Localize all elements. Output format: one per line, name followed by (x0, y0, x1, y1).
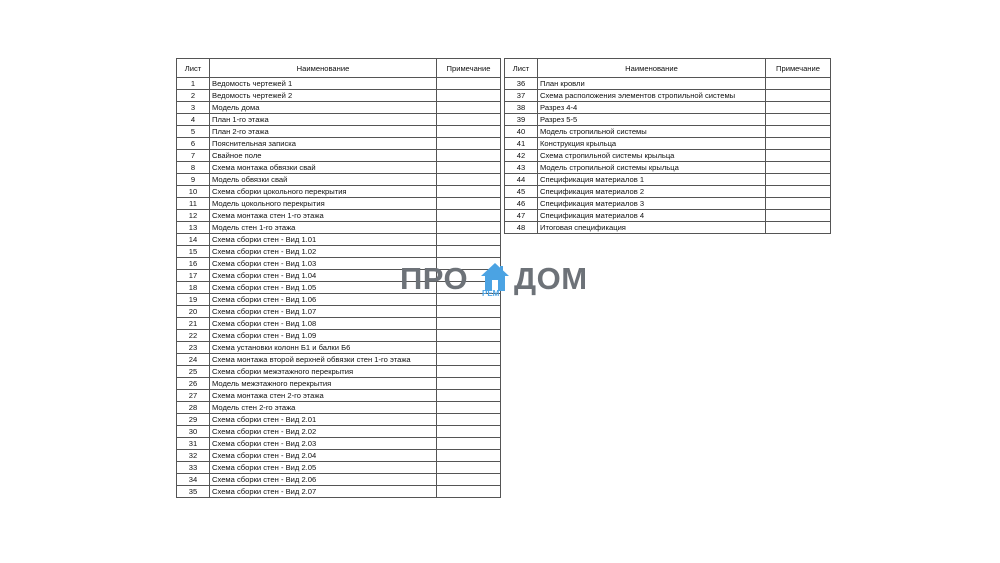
drawing-list-table-right (504, 58, 831, 234)
sheet-name-cell: Модель стропильной системы (538, 126, 766, 138)
sheet-number-cell: 26 (177, 378, 210, 390)
header-note: Примечание (437, 59, 501, 78)
sheet-name-cell: Схема сборки цокольного перекрытия (210, 186, 437, 198)
table-row (177, 378, 501, 390)
sheet-name-cell: Пояснительная записка (210, 138, 437, 150)
note-cell (437, 438, 501, 450)
note-cell (437, 318, 501, 330)
sheet-name-cell: Схема сборки стен - Вид 1.04 (210, 270, 437, 282)
table-row (505, 162, 831, 174)
sheet-number-cell: 22 (177, 330, 210, 342)
table-row (505, 102, 831, 114)
sheet-number-cell: 1 (177, 78, 210, 90)
sheet-name-cell: Схема сборки стен - Вид 2.02 (210, 426, 437, 438)
table-row (177, 474, 501, 486)
sheet-number-cell: 38 (505, 102, 538, 114)
sheet-name-cell: План 2-го этажа (210, 126, 437, 138)
sheet-name-cell: Схема сборки стен - Вид 2.03 (210, 438, 437, 450)
table-row (505, 210, 831, 222)
sheet-number-cell: 47 (505, 210, 538, 222)
table-row (177, 486, 501, 498)
header-sheet: Лист (177, 59, 210, 78)
sheet-name-cell: Схема сборки стен - Вид 1.06 (210, 294, 437, 306)
note-cell (437, 78, 501, 90)
table-row (177, 114, 501, 126)
sheet-name-cell: Модель стропильной системы крыльца (538, 162, 766, 174)
table-row (177, 342, 501, 354)
sheet-number-cell: 4 (177, 114, 210, 126)
sheet-number-cell: 15 (177, 246, 210, 258)
sheet-name-cell: Схема сборки стен - Вид 1.02 (210, 246, 437, 258)
sheet-number-cell: 18 (177, 282, 210, 294)
table-row (505, 186, 831, 198)
table-row (177, 462, 501, 474)
sheet-name-cell: Схема сборки стен - Вид 1.03 (210, 258, 437, 270)
sheet-number-cell: 35 (177, 486, 210, 498)
sheet-number-cell: 27 (177, 390, 210, 402)
sheet-name-cell: Схема сборки стен - Вид 1.07 (210, 306, 437, 318)
note-cell (766, 150, 831, 162)
sheet-name-cell: Схема сборки стен - Вид 2.01 (210, 414, 437, 426)
note-cell (437, 138, 501, 150)
sheet-number-cell: 40 (505, 126, 538, 138)
table-row (177, 450, 501, 462)
sheet-number-cell: 7 (177, 150, 210, 162)
sheet-name-cell: Спецификация материалов 1 (538, 174, 766, 186)
sheet-number-cell: 42 (505, 150, 538, 162)
sheet-name-cell: Спецификация материалов 2 (538, 186, 766, 198)
sheet-name-cell: Схема стропильной системы крыльца (538, 150, 766, 162)
table-row (177, 438, 501, 450)
sheet-number-cell: 36 (505, 78, 538, 90)
table-row (177, 162, 501, 174)
sheet-number-cell: 19 (177, 294, 210, 306)
note-cell (766, 114, 831, 126)
sheet-name-cell: Схема сборки стен - Вид 2.07 (210, 486, 437, 498)
sheet-number-cell: 28 (177, 402, 210, 414)
sheet-name-cell: Модель стен 1-го этажа (210, 222, 437, 234)
watermark-text-right: ДОМ (514, 261, 588, 296)
table-row (177, 174, 501, 186)
sheet-number-cell: 5 (177, 126, 210, 138)
note-cell (766, 186, 831, 198)
sheet-name-cell: Схема установки колонн Б1 и балки Б6 (210, 342, 437, 354)
table-row (177, 306, 501, 318)
sheet-number-cell: 13 (177, 222, 210, 234)
sheet-number-cell: 33 (177, 462, 210, 474)
table-row (505, 222, 831, 234)
sheet-name-cell: Схема монтажа стен 1-го этажа (210, 210, 437, 222)
note-cell (766, 90, 831, 102)
note-cell (437, 174, 501, 186)
table-row (177, 318, 501, 330)
table-row (177, 402, 501, 414)
table-header-row (177, 59, 501, 78)
sheet-name-cell: Схема сборки стен - Вид 2.05 (210, 462, 437, 474)
sheet-name-cell: Модель межэтажного перекрытия (210, 378, 437, 390)
sheet-name-cell: Схема сборки стен - Вид 2.04 (210, 450, 437, 462)
sheet-number-cell: 10 (177, 186, 210, 198)
sheet-number-cell: 43 (505, 162, 538, 174)
note-cell (437, 222, 501, 234)
note-cell (437, 330, 501, 342)
sheet-number-cell: 14 (177, 234, 210, 246)
sheet-number-cell: 24 (177, 354, 210, 366)
table-row (177, 390, 501, 402)
note-cell (437, 162, 501, 174)
sheet-name-cell: Свайное поле (210, 150, 437, 162)
note-cell (766, 102, 831, 114)
table-row (505, 90, 831, 102)
sheet-name-cell: Схема сборки стен - Вид 1.01 (210, 234, 437, 246)
table-row (177, 138, 501, 150)
note-cell (766, 138, 831, 150)
sheet-name-cell: Разрез 4-4 (538, 102, 766, 114)
sheet-number-cell: 11 (177, 198, 210, 210)
sheet-number-cell: 21 (177, 318, 210, 330)
watermark-text-left: ПРО (400, 261, 469, 296)
sheet-name-cell: Модель дома (210, 102, 437, 114)
note-cell (437, 306, 501, 318)
sheet-number-cell: 2 (177, 90, 210, 102)
sheet-name-cell: План 1-го этажа (210, 114, 437, 126)
table-row (177, 354, 501, 366)
sheet-name-cell: Конструкция крыльца (538, 138, 766, 150)
table-row (505, 174, 831, 186)
sheet-number-cell: 37 (505, 90, 538, 102)
table-row (177, 426, 501, 438)
sheet-number-cell: 29 (177, 414, 210, 426)
header-sheet: Лист (505, 59, 538, 78)
table-row (505, 78, 831, 90)
note-cell (437, 462, 501, 474)
note-cell (437, 402, 501, 414)
sheet-number-cell: 9 (177, 174, 210, 186)
sheet-name-cell: Спецификация материалов 3 (538, 198, 766, 210)
header-note: Примечание (766, 59, 831, 78)
sheet-name-cell: Схема сборки стен - Вид 1.08 (210, 318, 437, 330)
note-cell (437, 246, 501, 258)
sheet-name-cell: Модель стен 2-го этажа (210, 402, 437, 414)
table-row (505, 198, 831, 210)
sheet-name-cell: Модель обвязки свай (210, 174, 437, 186)
table-row (177, 102, 501, 114)
sheet-name-cell: Модель цокольного перекрытия (210, 198, 437, 210)
sheet-number-cell: 31 (177, 438, 210, 450)
table-row (177, 78, 501, 90)
note-cell (766, 222, 831, 234)
table-row (177, 330, 501, 342)
note-cell (437, 414, 501, 426)
note-cell (437, 210, 501, 222)
sheet-number-cell: 32 (177, 450, 210, 462)
sheet-name-cell: Схема монтажа второй верхней обвязки стен 1-го этажа (210, 354, 437, 366)
header-name: Наименование (210, 59, 437, 78)
sheet-name-cell: Схема сборки стен - Вид 1.05 (210, 282, 437, 294)
sheet-name-cell: Схема сборки стен - Вид 2.06 (210, 474, 437, 486)
sheet-name-cell: Схема сборки межэтажного перекрытия (210, 366, 437, 378)
note-cell (437, 114, 501, 126)
note-cell (437, 354, 501, 366)
note-cell (437, 366, 501, 378)
note-cell (437, 390, 501, 402)
sheet-name-cell: Разрез 5-5 (538, 114, 766, 126)
table-body-right (505, 78, 831, 234)
sheet-number-cell: 41 (505, 138, 538, 150)
sheet-number-cell: 8 (177, 162, 210, 174)
sheet-name-cell: Спецификация материалов 4 (538, 210, 766, 222)
note-cell (766, 210, 831, 222)
note-cell (437, 126, 501, 138)
note-cell (437, 450, 501, 462)
table-row (177, 414, 501, 426)
note-cell (437, 90, 501, 102)
sheet-number-cell: 45 (505, 186, 538, 198)
note-cell (766, 198, 831, 210)
note-cell (437, 426, 501, 438)
sheet-number-cell: 46 (505, 198, 538, 210)
note-cell (437, 102, 501, 114)
note-cell (766, 126, 831, 138)
table-row (177, 210, 501, 222)
table-row (505, 114, 831, 126)
table-row (177, 198, 501, 210)
table-header-row (505, 59, 831, 78)
table-row (177, 234, 501, 246)
sheet-number-cell: 44 (505, 174, 538, 186)
note-cell (437, 186, 501, 198)
table-row (177, 186, 501, 198)
sheet-name-cell: Схема монтажа стен 2-го этажа (210, 390, 437, 402)
sheet-number-cell: 25 (177, 366, 210, 378)
table-row (177, 150, 501, 162)
table-row (505, 150, 831, 162)
note-cell (437, 342, 501, 354)
sheet-number-cell: 16 (177, 258, 210, 270)
sheet-name-cell: Ведомость чертежей 2 (210, 90, 437, 102)
watermark-subtext: РЕМ (482, 289, 500, 298)
sheet-number-cell: 48 (505, 222, 538, 234)
table-row (177, 90, 501, 102)
table-row (177, 222, 501, 234)
note-cell (437, 150, 501, 162)
pro-dom-watermark-logo (400, 258, 600, 302)
note-cell (766, 78, 831, 90)
note-cell (437, 198, 501, 210)
table-row (177, 366, 501, 378)
sheet-number-cell: 23 (177, 342, 210, 354)
sheet-number-cell: 20 (177, 306, 210, 318)
table-row (177, 126, 501, 138)
sheet-number-cell: 39 (505, 114, 538, 126)
header-name: Наименование (538, 59, 766, 78)
sheet-name-cell: Итоговая спецификация (538, 222, 766, 234)
table-row (177, 246, 501, 258)
sheet-number-cell: 30 (177, 426, 210, 438)
sheet-number-cell: 17 (177, 270, 210, 282)
note-cell (437, 486, 501, 498)
sheet-name-cell: Схема расположения элементов стропильной системы (538, 90, 766, 102)
sheet-name-cell: Схема монтажа обвязки свай (210, 162, 437, 174)
note-cell (437, 474, 501, 486)
sheet-number-cell: 6 (177, 138, 210, 150)
sheet-name-cell: Схема сборки стен - Вид 1.09 (210, 330, 437, 342)
sheet-number-cell: 3 (177, 102, 210, 114)
note-cell (766, 174, 831, 186)
sheet-name-cell: План кровли (538, 78, 766, 90)
sheet-number-cell: 12 (177, 210, 210, 222)
sheet-number-cell: 34 (177, 474, 210, 486)
table-row (505, 126, 831, 138)
sheet-name-cell: Ведомость чертежей 1 (210, 78, 437, 90)
table-row (505, 138, 831, 150)
note-cell (437, 234, 501, 246)
note-cell (437, 378, 501, 390)
note-cell (766, 162, 831, 174)
